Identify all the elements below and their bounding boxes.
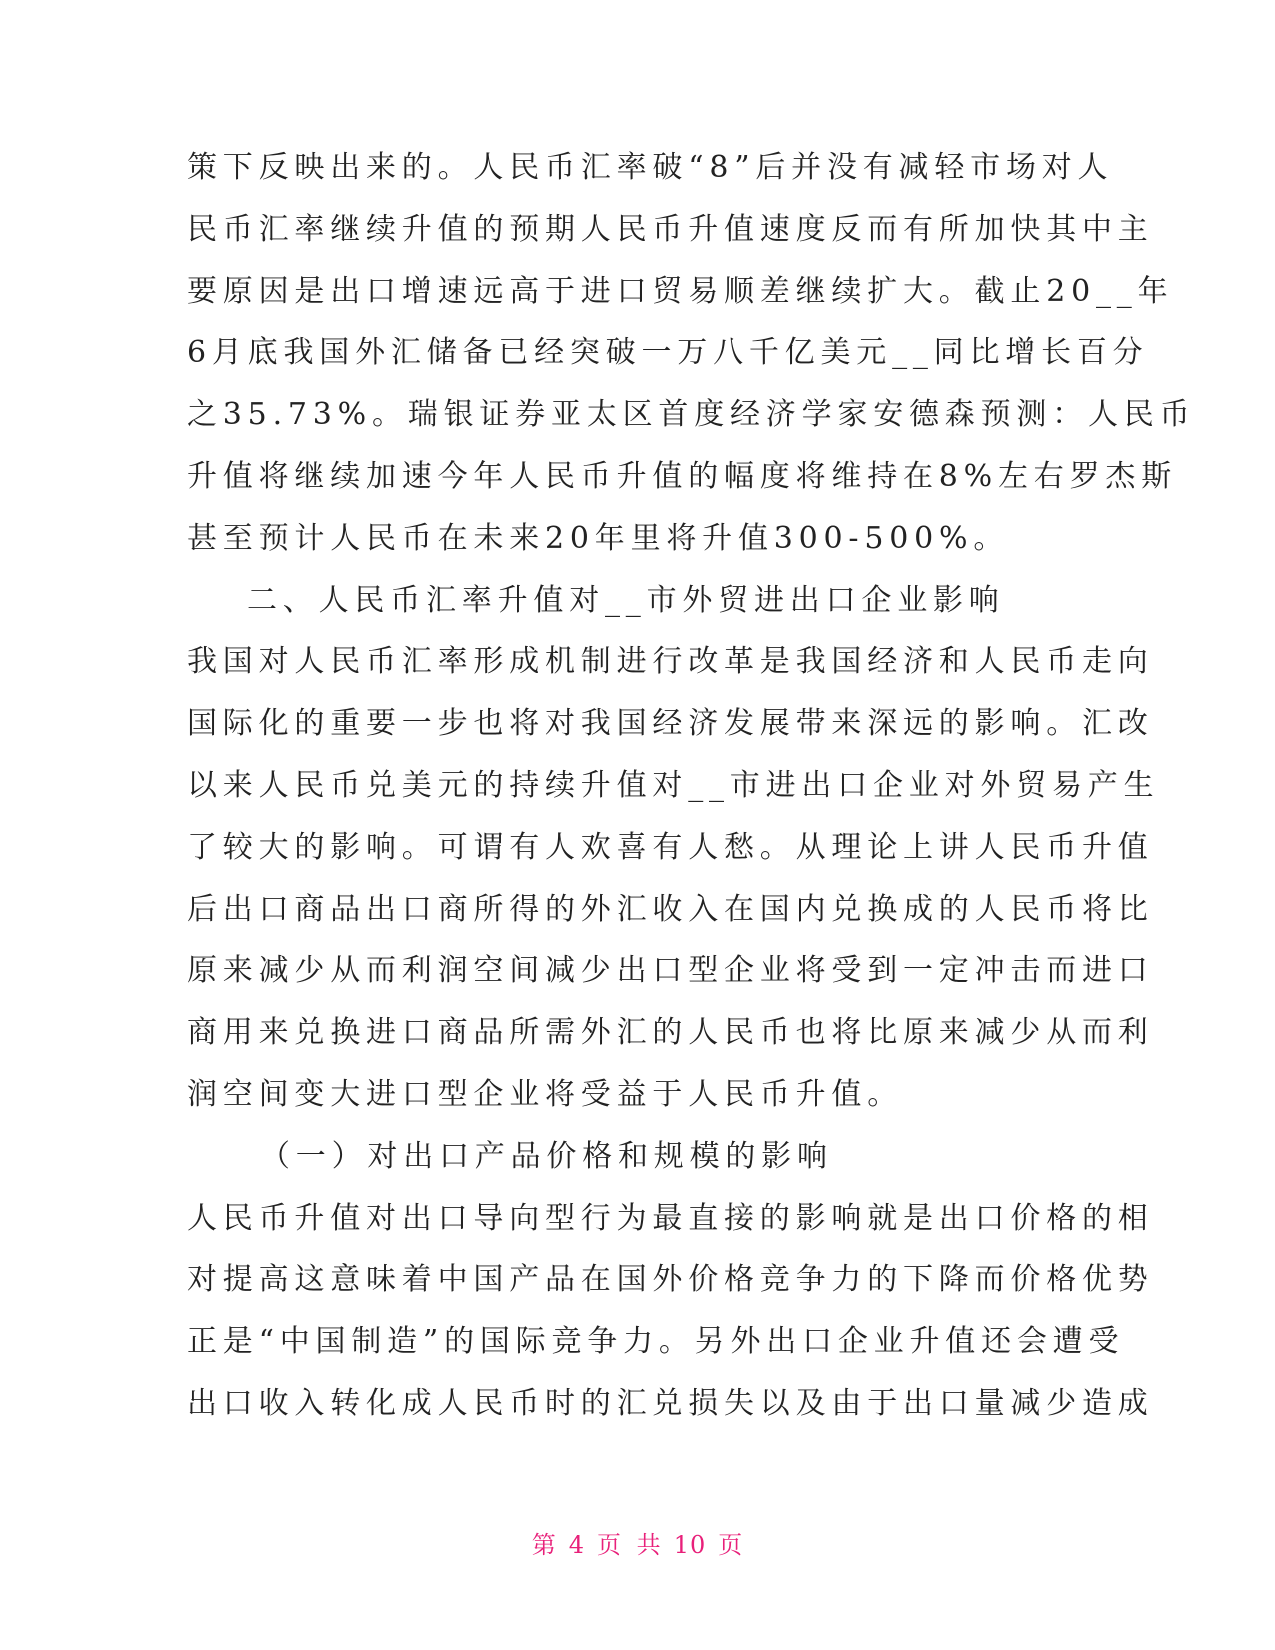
text-line: 正是“中国制造”的国际竞争力。另外出口企业升值还会遭受 (187, 1324, 1125, 1360)
document-body (187, 137, 1196, 1435)
text-line: 后出口商品出口商所得的外汇收入在国内兑换成的人民币将比 (187, 891, 1154, 927)
section-heading: 二、人民币汇率升值对__市外贸进出口企业影响 (247, 582, 1005, 618)
current-page-number: 4 (568, 1531, 586, 1559)
total-pages-number: 10 (673, 1531, 707, 1559)
page-footer (0, 1525, 1275, 1560)
text-line: 我国对人民币汇率形成机制进行改革是我国经济和人民币走向 (187, 644, 1154, 680)
text-line: 之35.73%。瑞银证券亚太区首度经济学家安德森预测：人民币 (187, 397, 1196, 433)
text-line: 出口收入转化成人民币时的汇兑损失以及由于出口量减少造成 (187, 1385, 1154, 1421)
text-line: 升值将继续加速今年人民币升值的幅度将维持在8%左右罗杰斯 (187, 458, 1177, 494)
text-line: 策下反映出来的。人民币汇率破“8”后并没有减轻市场对人 (187, 150, 1114, 185)
footer-prefix: 第 (531, 1531, 557, 1559)
text-line: 人民币升值对出口导向型行为最直接的影响就是出口价格的相 (187, 1200, 1154, 1236)
text-line: 6月底我国外汇储备已经突破一万八千亿美元__同比增长百分 (187, 335, 1149, 371)
text-line: 商用来兑换进口商品所需外汇的人民币也将比原来减少从而利 (187, 1015, 1154, 1051)
text-line: 国际化的重要一步也将对我国经济发展带来深远的影响。汇改 (187, 706, 1154, 742)
footer-middle: 页 共 (597, 1531, 662, 1559)
text-line: 民币汇率继续升值的预期人民币升值速度反而有所加快其中主 (187, 211, 1154, 247)
text-line: 了较大的影响。可谓有人欢喜有人愁。从理论上讲人民币升值 (187, 829, 1154, 865)
subsection-heading: （一）对出口产品价格和规模的影响 (260, 1138, 833, 1174)
text-line: 以来人民币兑美元的持续升值对__市进出口企业对外贸易产生 (187, 767, 1160, 803)
text-line: 要原因是出口增速远高于进口贸易顺差继续扩大。截止20__年 (187, 273, 1174, 309)
footer-suffix: 页 (718, 1531, 744, 1559)
text-line: 甚至预计人民币在未来20年里将升值300-500%。 (187, 520, 1010, 556)
text-line: 对提高这意味着中国产品在国外价格竞争力的下降而价格优势 (187, 1262, 1154, 1298)
text-line: 润空间变大进口型企业将受益于人民币升值。 (187, 1076, 903, 1112)
text-line: 原来减少从而利润空间减少出口型企业将受到一定冲击而进口 (187, 953, 1154, 989)
